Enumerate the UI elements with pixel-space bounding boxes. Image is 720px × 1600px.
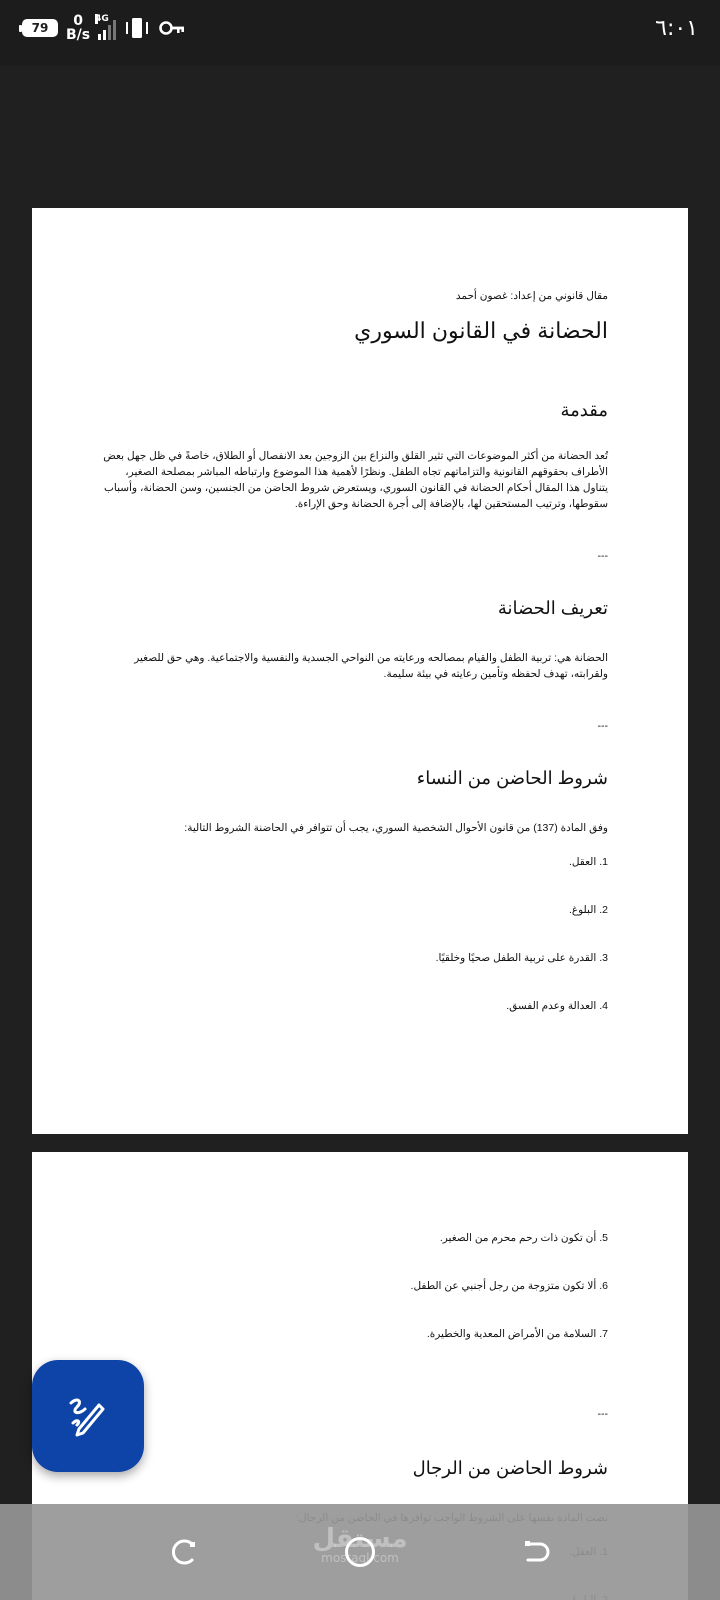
separator: --- [597,720,608,732]
byline: مقال قانوني من إعداد: غصون أحمد [455,290,608,302]
status-icons [22,14,186,42]
list-item: 7. السلامة من الأمراض المعدية والخطيرة. [426,1328,608,1340]
list-item: 6. ألا تكون متزوجة من رجل أجنبي عن الطفل. [410,1280,608,1292]
recent-apps-button[interactable] [166,1534,202,1570]
battery-icon [22,19,58,37]
pen-edit-icon [65,1393,111,1439]
watermark: مستقل mostaql.com [312,1524,408,1565]
intro-text: تُعد الحضانة من أكثر الموضوعات التي تثير القلق والنزاع بين الزوجين بعد الانفصال أو الطلاق، خاصةً في ظل جهل بعض الأطراف بحقوقهم القانونية والتزاماتهم تجاه الطفل. ونظرًا لأهمية هذا الموضوع وارتباطه المباشر بمصلحة الصغير، يتناول هذا المقال أحكام الحضانة في القانون السوري، ويستعرض شروط الحاضن من الجنسين، وسن الحضانة، وأسباب سقوطها، وترتيب المستحقين لها، بالإضافة إلى أجرة الحضانة وحق الإراءة. [103,450,608,510]
list-item: 4. العدالة وعدم الفسق. [506,1000,608,1012]
status-bar [0,0,720,66]
women-conditions-heading: شروط الحاضن من النساء [416,768,608,788]
net-speed-unit: B/s [66,27,91,43]
list-item: 2. البلوغ. [568,904,608,916]
home-button[interactable] [342,1534,378,1570]
separator: --- [597,550,608,562]
edit-fab-button[interactable] [32,1360,144,1472]
women-conditions-intro: وفق المادة (137) من قانون الأحوال الشخصية السوري، يجب أن تتوافر في الحاضنة الشروط التالية: [184,822,608,834]
back-button[interactable] [518,1534,554,1570]
list-item: 1. العقل. [568,856,608,868]
back-icon [520,1536,552,1568]
separator: --- [597,1408,608,1420]
doc-title: الحضانة في القانون السوري [354,318,608,343]
net-speed [66,14,90,42]
list-item: 3. القدرة على تربية الطفل صحيًا وخلقيًا. [435,952,608,964]
vibrate-icon [124,16,150,40]
men-conditions-heading: شروط الحاضن من الرجال [412,1458,608,1478]
list-item: 5. أن تكون ذات رحم محرم من الصغير. [439,1232,608,1244]
battery-level: 79 [31,21,49,35]
network-type: 4G [95,14,109,24]
definition-heading: تعريف الحضانة [497,598,608,618]
definition-text: الحضانة هي: تربية الطفل والقيام بمصالحه ورعايته من النواحي الجسدية والنفسية والاجتماعية. وهي حق للصغير ولقرابته، تهدف لحفظه وتأمين رعايته في بيئة سليمة. [134,652,608,680]
clock: ٦:٠١ [655,16,698,41]
intro-heading: مقدمة [560,400,608,420]
navigation-bar [0,1504,720,1600]
cellular-signal-icon [95,14,116,40]
vpn-key-icon [158,18,186,38]
recent-apps-icon [168,1536,200,1568]
home-icon [343,1535,377,1569]
document-page-1[interactable] [32,208,688,1134]
net-speed-value: 0 [73,13,83,29]
